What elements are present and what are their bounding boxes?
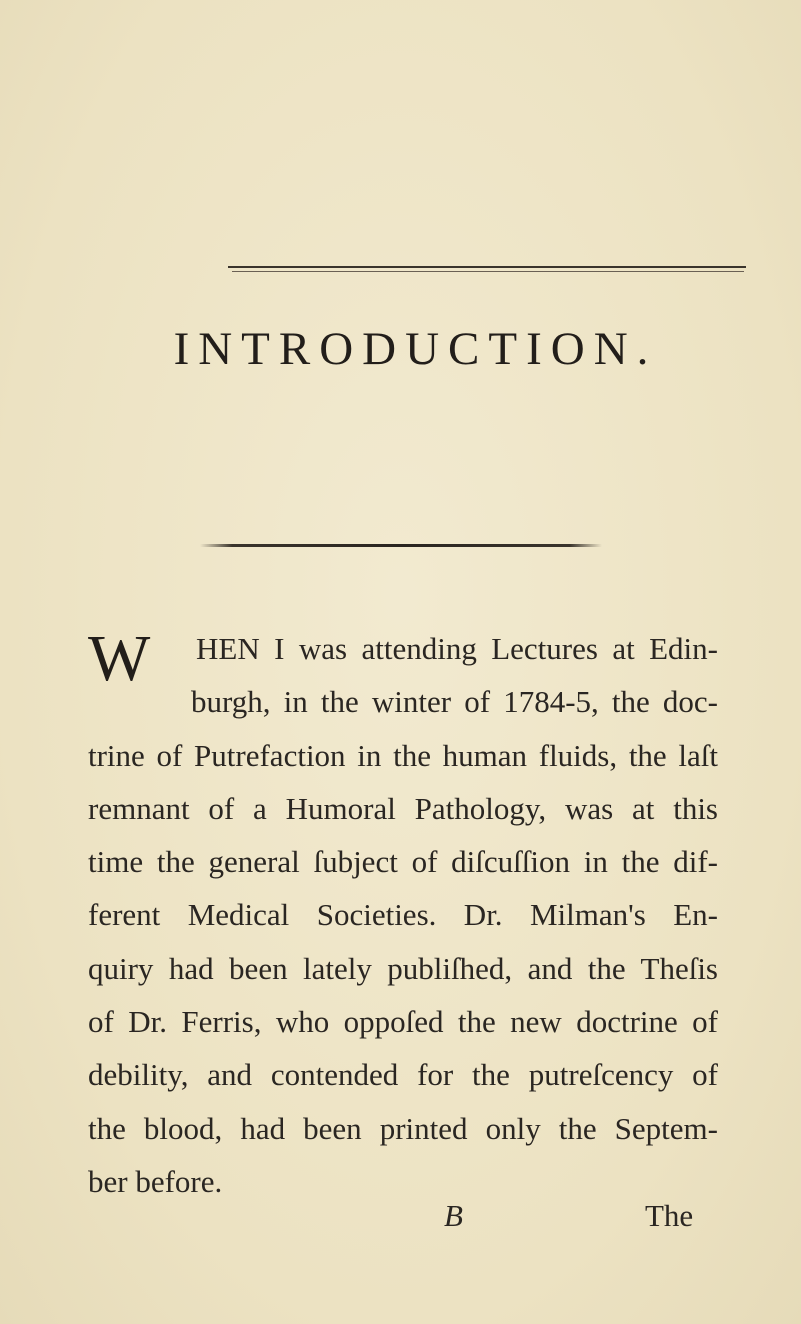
text-line: HEN I was attending Lectures at Edin- bbox=[196, 631, 718, 666]
text-line: trine of Putrefaction in the human fluids, the laſt bbox=[88, 737, 718, 773]
text-line: quiry had been lately publiſhed, and the Theſis bbox=[88, 950, 718, 986]
text-line: burgh, in the winter of 1784-5, the doc- bbox=[191, 684, 718, 720]
drop-cap: W bbox=[88, 622, 151, 695]
chapter-title: INTRODUCTION. bbox=[173, 323, 658, 375]
text-line: remnant of a Humoral Pathology, was at this bbox=[88, 790, 718, 826]
text-line: ferent Medical Societies. Dr. Milman's En- bbox=[88, 897, 718, 933]
text-line: time the general ſubject of diſcuſſion in the dif- bbox=[88, 844, 718, 880]
page-footer bbox=[0, 1198, 801, 1248]
text-line: the blood, had been printed only the Septem- bbox=[88, 1110, 718, 1146]
catchword: The bbox=[645, 1198, 694, 1233]
signature-mark: B bbox=[444, 1198, 463, 1233]
body-text bbox=[88, 622, 718, 1208]
text-line: of Dr. Ferris, who oppoſed the new doctrine of bbox=[88, 1004, 718, 1040]
text-line: debility, and contended for the putreſcency of bbox=[88, 1057, 718, 1093]
header-rule-thin bbox=[232, 271, 744, 272]
header-rule bbox=[228, 266, 746, 268]
text-line: ber before. bbox=[88, 1163, 223, 1199]
ornamental-rule bbox=[200, 544, 602, 547]
